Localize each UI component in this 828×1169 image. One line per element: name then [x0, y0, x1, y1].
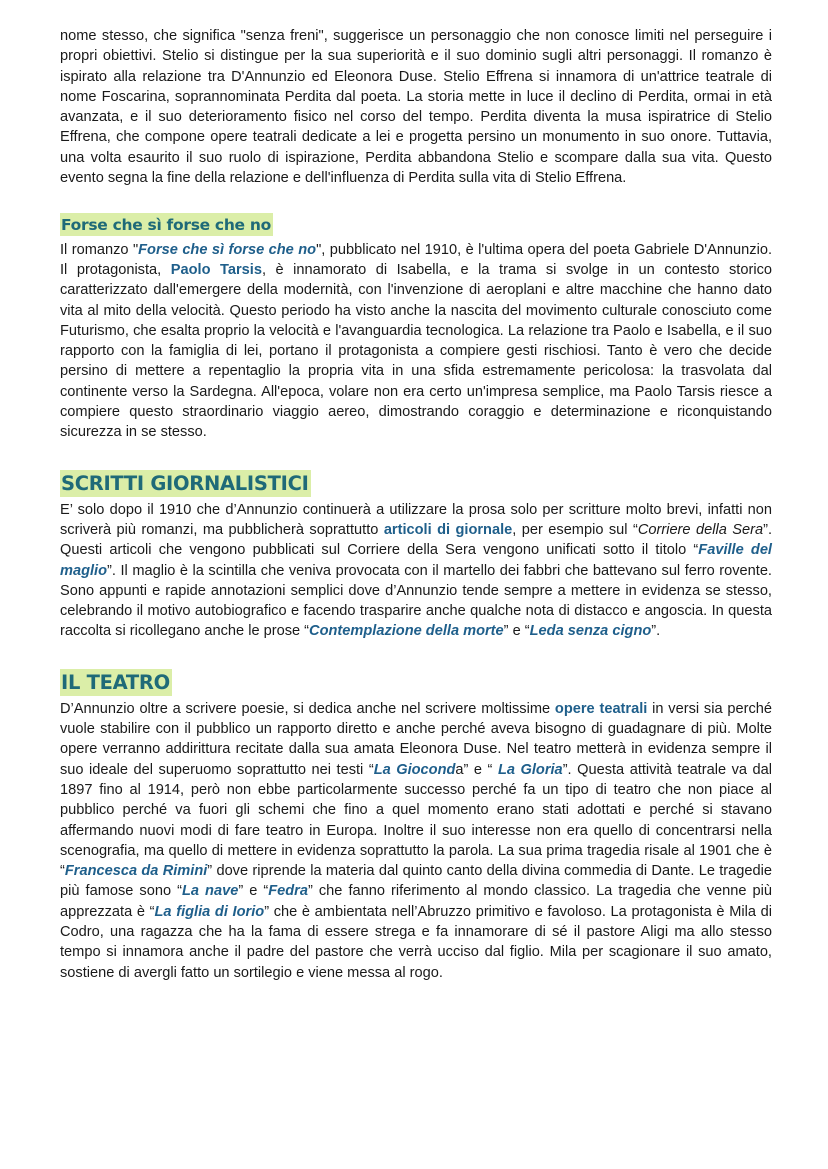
highlighted-text: Leda senza cigno: [529, 623, 652, 640]
highlighted-text: Paolo Tarsis: [170, 261, 262, 278]
highlighted-text: Contemplazione della morte: [309, 623, 504, 640]
section-heading-il-teatro: IL TEATRO: [61, 670, 170, 694]
highlighted-text: La nave: [181, 883, 239, 900]
highlighted-text: La figlia di Iorio: [154, 903, 265, 920]
section-heading-scritti-giornalistici: SCRITTI GIORNALISTICI: [61, 471, 309, 495]
highlighted-text: Fedra: [268, 883, 308, 900]
highlighted-text: Forse che sì forse che no: [138, 241, 317, 258]
section-paragraph-forse-che-si: Il romanzo "Forse che sì forse che no", pubblicato nel 1910, è l'ultima opera del poeta Gabriele D'Annunzio. Il protagonista, Paolo Tarsis, è innamorato di Isabella, e la trama si svolge in un contesto storico caratterizzato dall'emergere della modernità, con l'invenzione di aeroplani e altre macchine che hanno dato vita al mito della velocità. Questo periodo ha visto anche la nascita del movimento culturale conosciuto come Futurismo, che esalta proprio la velocità e l'avanguardia tecnologica. La relazione tra Paolo e Isabella, e il suo rapporto con la famiglia di lei, portano il protagonista a compiere gesti rischiosi. Tanto è vero che decide persino di mettere a repentaglio la propria vita in una sfida estremamente pericolosa: la trasvolata dal continente verso la Sardegna. All'epoca, volare non era certo un'impresa semplice, ma Paolo Tarsis riesce a compiere questo straordinario viaggio aereo, dimostrando coraggio e determinazione e riconquistando sicurezza in se stesso.: [60, 241, 772, 441]
highlighted-text: La Giocond: [373, 761, 456, 778]
section-heading-wrap: [60, 470, 772, 497]
highlighted-text: Francesca da Rimini: [64, 863, 208, 880]
highlighted-text: Faville del maglio: [60, 542, 772, 579]
highlighted-text: opere teatrali: [554, 700, 648, 717]
document-page: [60, 26, 772, 983]
highlighted-text: articoli di giornale: [383, 521, 513, 538]
italic-text: Corriere della Sera: [637, 521, 764, 538]
highlighted-text: La Gloria: [497, 761, 563, 778]
section-paragraph-scritti-giornalistici: E’ solo dopo il 1910 che d’Annunzio continuerà a utilizzare la prosa solo per scritture molto brevi, infatti non scriverà più romanzi, ma pubblicherà soprattutto articoli di giornale, per esempio sul “Corriere della Sera”. Questi articoli che vengono pubblicati sul Corriere della Sera vengono unificati sotto il titolo “Faville del maglio”. Il maglio è la scintilla che veniva provocata con il martello dei fabbri che battevano sul ferro rovente. Sono appunti e rapide annotazioni semplici dove d’Annunzio tende sempre a mettere in evidenza se stesso, celebrando il motivo autobiografico e facendo trasparire anche qualche nota di distacco e angoscia. In questa raccolta si ricollegano anche le prose “Contemplazione della morte” e “Leda senza cigno”.: [60, 501, 772, 640]
section-paragraph-il-teatro: D’Annunzio oltre a scrivere poesie, si dedica anche nel scrivere moltissime opere teatrali in versi sia perché vuole stabilire con il pubblico un rapporto diretto e anche perché aveva bisogno di guadagnare di più. Molte opere verranno addirittura recitate dalla sua amata Eleonora Duse. Nel teatro metterà in evidenza sempre il suo ideale del superuomo soprattutto nei testi “La Gioconda” e “ La Gloria”. Questa attività teatrale va dal 1897 fino al 1914, però non ebbe particolarmente successo perché fa un tipo di teatro che non piace al pubblico perché va fuori gli schemi che fino a quel momento erano stati adottati e perché si stavano affermando nuovi modi di fare teatro in Europa. Inoltre il suo interesse non era quello di concentrarsi nella scenografia, ma quello di mettere in evidenza soprattutto la parola. La sua prima tragedia risale al 1901 che è “Francesca da Rimini” dove riprende la materia dal quinto canto della divina commedia di Dante. Le tragedie più famose sono “La nave” e “Fedra” che fanno riferimento al mondo classico. La tragedia che venne più apprezzata è “La figlia di Iorio” che è ambientata nell’Abruzzo primitivo e favoloso. La protagonista è Mila di Codro, una ragazza che ha la fama di essere strega e fa innamorare di sé il pastore Aligi ma allo stesso tempo si innamora anche il padre del pastore che verrà ucciso dal figlio. Mila per scagionare il suo amato, sostiene di avergli fatto un sortilegio e viene messa al rogo.: [60, 700, 773, 981]
section-heading-wrap: [60, 669, 772, 696]
section-heading-forse-che-si: Forse che sì forse che no: [60, 213, 273, 236]
section-heading-wrap: [60, 213, 772, 236]
intro-paragraph: nome stesso, che significa "senza freni", suggerisce un personaggio che non conosce limiti nel perseguire i propri obiettivi. Stelio si distingue per la sua superiorità e il suo dominio sugli altri personaggi. Il romanzo è ispirato alla relazione tra D'Annunzio ed Eleonora Duse. Stelio Effrena si innamora di un'attrice teatrale di nome Foscarina, soprannominata Perdita dal poeta. La storia mette in luce il declino di Perdita, ormai in età avanzata, e il suo deterioramento fisico nel corso del tempo. Perdita diventa la musa ispiratrice di Stelio Effrena, che compone opere teatrali dedicate a lei e progetta persino un monumento in suo onore. Tuttavia, una volta esaurito il suo ruolo di ispirazione, Perdita abbandona Stelio e scompare dalla sua vita. Questo evento segna la fine della relazione e dell'influenza di Perdita sulla vita di Stelio Effrena.: [60, 28, 772, 187]
